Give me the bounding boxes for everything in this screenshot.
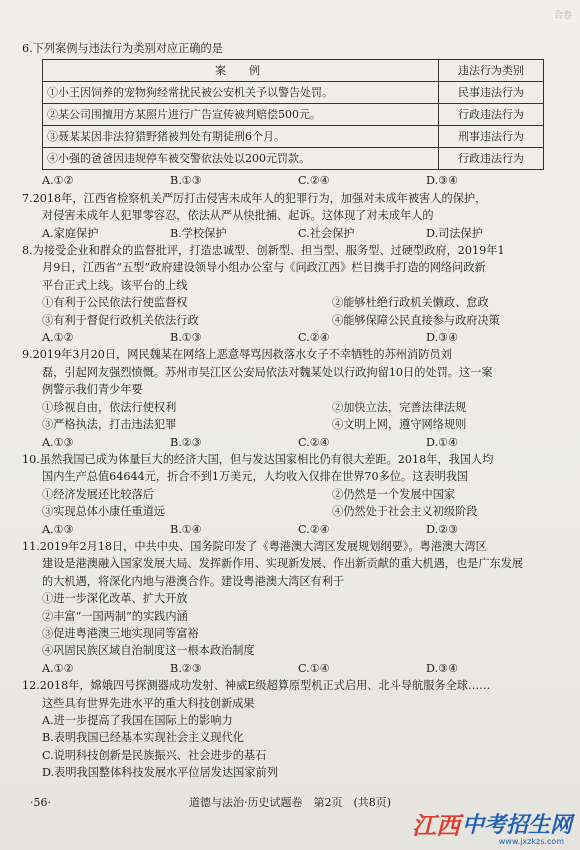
- option-1: ①经济发展还比较落后: [42, 487, 154, 501]
- table-header-row: [43, 60, 544, 82]
- table-row: [43, 82, 544, 104]
- table-row: [43, 104, 544, 126]
- option-1: ①珍视自由，依法行使权利: [42, 400, 177, 414]
- choice-c: C.②④: [298, 522, 330, 536]
- choice-c: C.②④: [298, 331, 330, 345]
- option-4: ④巩固民族区域自治制度这一根本政治制度: [42, 644, 255, 658]
- option-1: ①进一步深化改革、扩大开放: [42, 592, 188, 606]
- statement-options: [22, 399, 570, 434]
- column-header-type: 违法行为类别: [439, 60, 544, 82]
- choice-a: A.①②: [42, 661, 74, 675]
- question-10: [22, 451, 570, 538]
- case-cell: ③聂某某因非法狩猎野猪被判处有期徒刑6个月。: [43, 126, 439, 148]
- choice-d: D.③④: [426, 331, 459, 345]
- question-12: [22, 677, 570, 781]
- choice-a: A.①②: [42, 174, 74, 188]
- option-3: ③促进粤港澳三地实现同等富裕: [42, 626, 199, 640]
- question-8: [22, 242, 570, 346]
- option-2: ②能够杜绝行政机关懒政、怠政: [332, 296, 489, 310]
- choice-a: A.①②: [42, 331, 74, 345]
- answer-d: D.表明我国整体科技发展水平位居发达国家前列: [42, 766, 278, 780]
- answer-choices: [22, 329, 570, 346]
- type-cell: 民事违法行为: [439, 82, 544, 104]
- option-3: ③有利于督促行政机关依法行政: [42, 313, 199, 327]
- choice-d: D.①④: [426, 435, 459, 449]
- answer-b: B.表明我国已经基本实现社会主义现代化: [42, 731, 244, 745]
- case-cell: ①小王因饲养的宠物狗经常扰民被公安机关予以警告处罚。: [43, 82, 439, 104]
- question-stem-line: 磊，引起网友强烈愤慨。苏州市吴江区公安局依法对魏某处以行政拘留10日的处罚。这一案: [42, 365, 493, 379]
- option-3: ③实现总体小康任重道远: [42, 505, 166, 519]
- question-stem-line: 11.2019年2月18日，中共中央、国务院印发了《粤港澳大湾区发展规划纲要》。粤港澳大湾区: [22, 539, 487, 553]
- choice-b: B.①③: [170, 174, 202, 188]
- question-stem-line: 10.虽然我国已成为体量巨大的经济大国，但与发达国家相比仍有很大差距。2018年，我国人均: [22, 452, 494, 466]
- choice-d: D.③④: [426, 174, 459, 188]
- question-stem-line: 建设是港澳融入国家发展大局、发挥新作用、实现新发展、作出新贡献的重大机遇，也是广东发展: [42, 557, 524, 571]
- watermark-url: www.jxzkzs.com: [498, 837, 564, 846]
- watermark-logo: [411, 806, 572, 846]
- choice-a: A.①③: [42, 435, 74, 449]
- option-2: ②加快立法，完善法律法规: [332, 400, 467, 414]
- answer-options: [22, 712, 570, 782]
- choice-a: A.家庭保护: [42, 226, 99, 240]
- choice-b: B.①③: [170, 331, 202, 345]
- choice-a: A.①③: [42, 522, 74, 536]
- choice-c: C.②④: [298, 435, 330, 449]
- answer-choices: [22, 172, 570, 189]
- question-stem: 6.下列案例与违法行为类别对应正确的是: [22, 42, 223, 55]
- bleed-through-text: 合卷: [553, 11, 572, 21]
- option-2: ②丰富“一国两制”的实践内涵: [42, 609, 188, 623]
- type-cell: 刑事违法行为: [439, 126, 544, 148]
- question-stem-line: 9.2019年3月20日，网民魏某在网络上恶意辱骂因救落水女子不幸牺牲的苏州消防员刘: [22, 348, 452, 362]
- option-3: ③严格执法，打击违法犯罪: [42, 418, 177, 432]
- choice-d: D.司法保护: [426, 226, 483, 240]
- type-cell: 行政违法行为: [439, 148, 544, 170]
- choice-c: C.②④: [298, 174, 330, 188]
- question-7: [22, 190, 570, 242]
- table-row: [43, 148, 544, 170]
- question-stem-line: 平台正式上线。该平台的上线: [42, 278, 188, 292]
- question-stem-line: 例警示我们青少年要: [42, 383, 143, 397]
- question-stem-line: 国内生产总值64644元，折合不到1万美元，人均收入仅排在世界70多位。这表明我国: [42, 470, 469, 484]
- option-2: ②仍然是一个发展中国家: [332, 487, 456, 501]
- answer-choices: [22, 225, 570, 242]
- question-stem-line: 8.为接受企业和群众的监督批评，打造忠诚型、创新型、担当型、服务型、过硬型政府，2019年1: [22, 244, 505, 258]
- option-4: ④仍然处于社会主义初级阶段: [332, 505, 478, 519]
- choice-b: B.学校保护: [170, 226, 227, 240]
- choice-d: D.③④: [426, 661, 459, 675]
- question-stem-line: 这些具有世界先进水平的重大科技创新成果: [42, 696, 255, 710]
- case-table: [42, 59, 544, 170]
- question-stem-line: 月9日，江西省“五型”政府建设领导小组办公室与《问政江西》栏目携手打造的网络问政新: [42, 261, 486, 275]
- answer-choices: [22, 660, 570, 677]
- choice-c: C.社会保护: [298, 226, 355, 240]
- answer-c: C.说明科技创新是民族振兴、社会进步的基石: [42, 748, 267, 762]
- question-stem-line: 7.2018年，江西省检察机关严厉打击侵害未成年人的犯罪行为，加强对未成年被害人的保护，: [22, 191, 487, 205]
- question-stem-line: 对侵害未成年人犯罪零容忍，依法从严从快批捕、起诉。这体现了对未成年人的: [42, 209, 434, 223]
- answer-a: A.进一步提高了我国在国际上的影响力: [42, 714, 233, 727]
- page-number: ·56·: [30, 795, 51, 809]
- question-9: [22, 346, 570, 450]
- watermark-part2: 中考招生网: [461, 812, 572, 838]
- case-cell: ②某公司围擅用方某照片进行广告宣传被判赔偿500元。: [43, 104, 439, 126]
- table-row: [43, 126, 544, 148]
- case-cell: ④小强的爸爸因违规停车被交警依法处以200元罚款。: [43, 148, 439, 170]
- statement-options: [22, 294, 570, 329]
- statement-options: [22, 486, 570, 521]
- answer-choices: [22, 434, 570, 451]
- choice-d: D.②③: [426, 522, 459, 536]
- choice-b: B.②③: [170, 661, 202, 675]
- choice-b: B.①④: [170, 522, 202, 536]
- column-header-case: 案 例: [43, 60, 439, 82]
- question-stem-line: 12.2018年，嫦娥四号探测器成功发射、神威E级超算原型机正式启用、北斗导航服务全球……: [22, 679, 491, 693]
- questions-area: [22, 40, 570, 782]
- question-11: [22, 538, 570, 677]
- question-6: [22, 40, 570, 190]
- type-cell: 行政违法行为: [439, 104, 544, 126]
- option-1: ①有利于公民依法行使监督权: [42, 296, 188, 310]
- choice-c: C.①④: [298, 661, 330, 675]
- option-4: ④能够保障公民直接参与政府决策: [332, 313, 500, 327]
- statement-options: [22, 590, 570, 660]
- question-stem-line: 的大机遇，将深化内地与港澳合作。建设粤港澳大湾区有利于: [42, 574, 345, 588]
- choice-b: B.②③: [170, 435, 202, 449]
- answer-choices: [22, 521, 570, 538]
- footer-title: 道德与法治·历史试题卷 第2页 (共8页): [188, 796, 392, 809]
- watermark-part1: 江西: [411, 811, 460, 840]
- option-4: ④文明上网，遵守网络规则: [332, 418, 467, 432]
